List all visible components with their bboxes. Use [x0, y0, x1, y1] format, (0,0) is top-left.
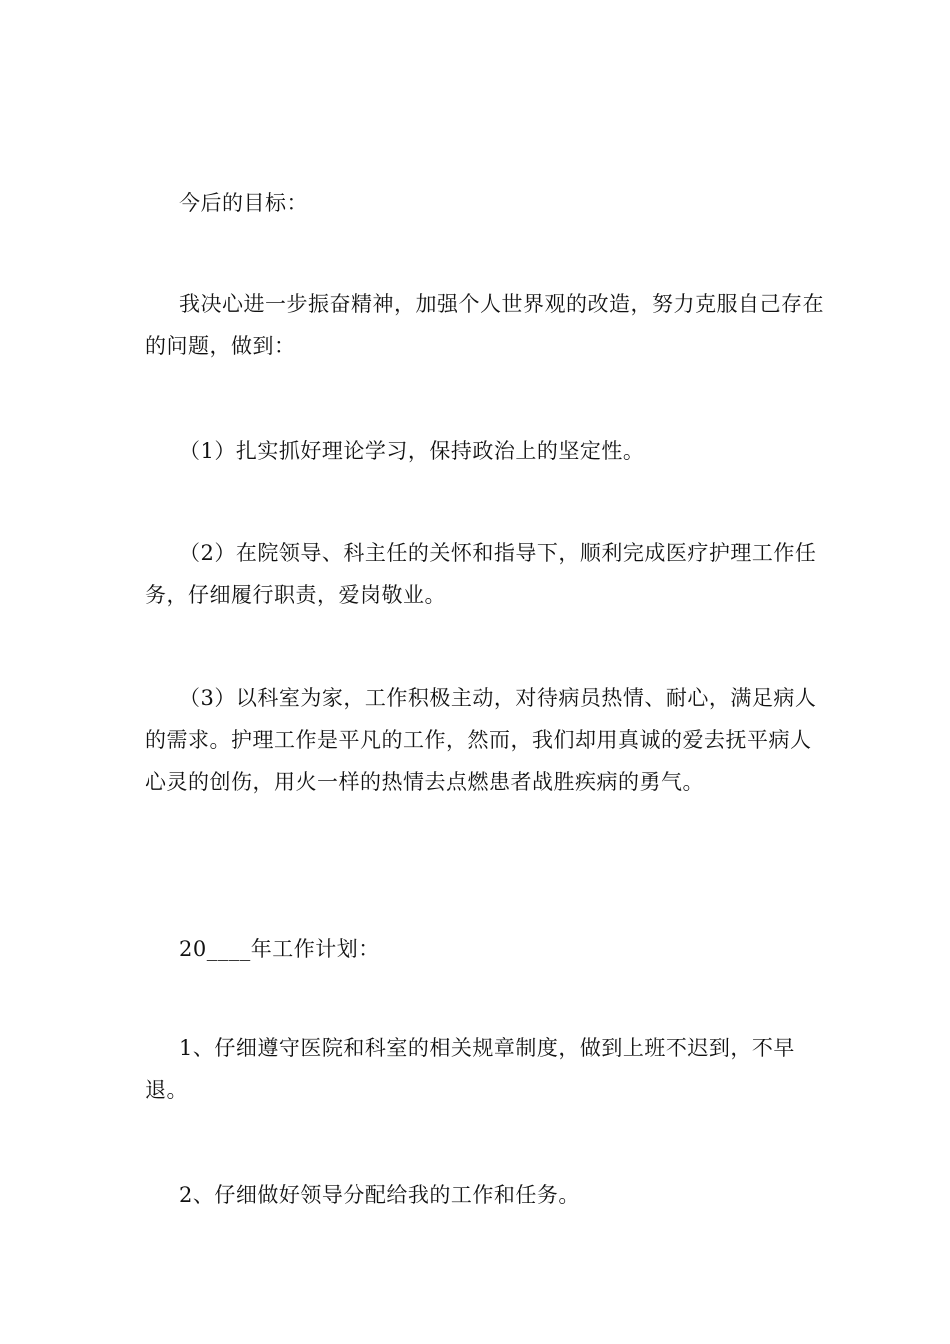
plan-item-1: 1、仔细遵守医院和科室的相关规章制度，做到上班不迟到，不早退。 [145, 1036, 795, 1102]
goal-item-3: （3）以科室为家，工作积极主动，对待病员热情、耐心，满足病人的需求。护理工作是平凡的工作，然而，我们却用真诚的爱去抚平病人心灵的创伤，用火一样的热情去点燃患者战胜疾病的勇气。 [145, 686, 817, 794]
resolve-paragraph: 我决心进一步振奋精神，加强个人世界观的改造，努力克服自己存在的问题，做到： [145, 292, 824, 358]
goal-item-1: （1）扎实抓好理论学习，保持政治上的坚定性。 [179, 439, 645, 463]
plan-item-2: 2、仔细做好领导分配给我的工作和任务。 [179, 1183, 580, 1207]
plan-heading: 20____年工作计划： [179, 937, 380, 961]
goals-heading: 今后的目标： [179, 191, 308, 215]
goal-item-2: （2）在院领导、科主任的关怀和指导下，顺利完成医疗护理工作任务，仔细履行职责，爱岗敬业。 [145, 541, 817, 607]
